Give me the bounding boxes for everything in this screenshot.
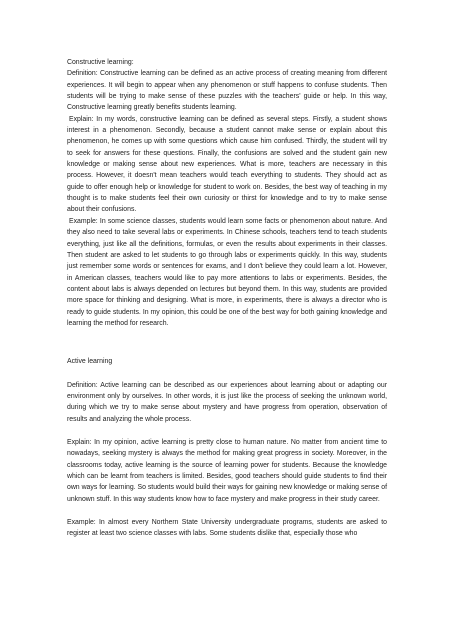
active-example-paragraph: Example: In almost every Northern State University undergraduate programs, students are asked to register at least two science classes with labs. Some students dislike that, especially those who [67,519,387,538]
active-definition-paragraph: Definition: Active learning can be described as our experiences about learning about or adapting our environment only by ourselves. In other words, it is just like the process of seeking the unknown world, during which we try to make sense about mystery and have progress from operation, observation of results and analyzing the whole process. [67,381,387,423]
paragraph-spacer [67,505,387,517]
section-spacer [67,329,387,356]
paragraph-spacer [67,368,387,380]
constructive-explain-paragraph: Explain: In my words, constructive learning can be defined as several steps. Firstly, a student shows interest in a phenomenon. Secondly, because a student cannot make sense or explain about this phenomenon, he comes up with some questions which cause him confused. Thirdly, the student will try to seek for answers for these questions. Finally, the confusions are solved and the student gain new knowledge or making sense about new experiences. What is more, teachers are necessary in this process. However, it doesn't mean teachers would teach everything to students. They should act as guide to offer enough help or knowledge for student to work on. Besides, the best way of teaching in my thought is to make students feel their own curiosity or thirst for knowledge and to try to make sense about their confusions. [67,115,387,214]
constructive-definition-paragraph: Definition: Constructive learning can be defined as an active process of creating meaning from different experiences. It will begin to appear when any phenomenon or stuff happens to confuse students. Then students will be trying to make sense of these puzzles with the teachers' guide or help. In this way, Constructive learning greatly benefits students learning. [67,70,387,112]
active-explain-paragraph: Explain: In my opinion, active learning is pretty close to human nature. No matter from ancient time to nowadays, seeking mystery is always the method for making great progress in society. Moreover, in the classrooms today, active learning is the source of learning power for students. Because the knowledge which can be learnt from teachers is limited. Besides, good teachers should guide students to find their own ways for learning. So students would build their ways for gaining new knowledge or making sense of unknown stuff. In this way students know how to face mystery and make progress in their study career. [67,438,387,503]
section-heading-constructive-learning: Constructive learning: [67,59,134,66]
constructive-example-paragraph: Example: In some science classes, students would learn some facts or phenomenon about nature. And they also need to take several labs or experiments. In Chinese schools, teachers tend to teach students everything, just like all the definitions, formulas, or even the results about experiments in their classes. Then student are asked to let students to go through labs or experiments quickly. In this way, students just remember some words or sentences for exams, and I don't believe they could learn a lot. However, in American classes, teachers would like to pay more attentions to labs or experiments. Besides, the content about labs is always depended on lectures but beyond them. In this way, students are provided more space for thinking and designing. What is more, in experiments, there is always a director who is ready to guide students. In my opinion, this could be one of the best way for both gaining knowledge and learning the method for research. [67,217,387,327]
section-heading-active-learning: Active learning [67,358,113,366]
document-body [67,57,387,540]
paragraph-spacer [67,425,387,437]
